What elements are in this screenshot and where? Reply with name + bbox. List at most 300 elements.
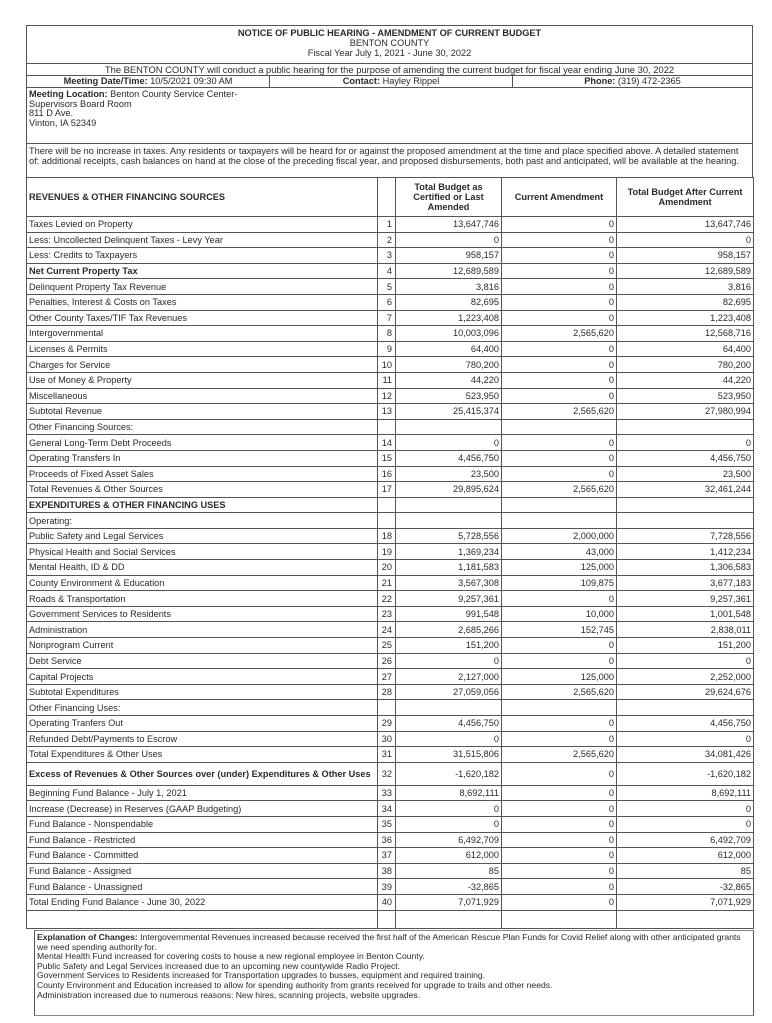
row-line-number: 37: [378, 848, 396, 864]
row-after-amount: [617, 497, 754, 513]
row-after-amount: [617, 419, 754, 435]
col-header-description: REVENUES & OTHER FINANCING SOURCES: [27, 178, 378, 217]
notice-title: NOTICE OF PUBLIC HEARING - AMENDMENT OF CURRENT BUDGET: [237, 28, 542, 38]
row-description: EXPENDITURES & OTHER FINANCING USES: [27, 497, 378, 513]
table-row: [27, 528, 754, 544]
row-amendment-amount: 2,000,000: [502, 528, 617, 544]
row-line-number: 39: [378, 879, 396, 895]
row-after-amount: 29,624,676: [617, 684, 754, 700]
row-line-number: 25: [378, 638, 396, 654]
row-description: [27, 910, 378, 928]
row-line-number: 32: [378, 762, 396, 785]
row-description: Delinquent Property Tax Revenue: [27, 279, 378, 295]
row-description: General Long-Term Debt Proceeds: [27, 435, 378, 451]
row-description: Charges for Service: [27, 357, 378, 373]
col-header-amendment: Current Amendment: [502, 178, 617, 217]
row-line-number: [378, 497, 396, 513]
table-row: [27, 357, 754, 373]
row-description: Capital Projects: [27, 669, 378, 685]
location-line-3: 811 D Ave.: [29, 108, 74, 118]
row-certified-amount: 780,200: [396, 357, 502, 373]
row-after-amount: 27,980,994: [617, 404, 754, 420]
location-line-2: Supervisors Board Room: [29, 98, 132, 109]
row-description: Net Current Property Tax: [27, 263, 378, 279]
row-after-amount: 8,692,111: [617, 785, 754, 801]
row-amendment-amount: 0: [502, 894, 617, 910]
row-amendment-amount: 0: [502, 217, 617, 233]
explanation-line-4: Government Services to Residents increased for Transportation upgrades to busses, equipment and required training.: [37, 970, 486, 981]
row-line-number: 24: [378, 622, 396, 638]
row-after-amount: [617, 700, 754, 716]
explanation-line-5: County Environment and Education increased to allow for spending authority from grants received for upgrade to trails and other needs.: [37, 979, 553, 990]
table-row: [27, 910, 754, 928]
row-description: Debt Service: [27, 653, 378, 669]
table-row: [27, 762, 754, 785]
explanation-line-2: Mental Health Fund increased for covering costs to house a new regional employee in Benton County.: [37, 951, 425, 962]
location-label: Meeting Location:: [29, 89, 108, 99]
explanation-line-1: Intergovernmental Revenues increased because received the first half of the American Rescue Plan Funds for Covid Relief along with other anticipated grants we need spending authority for.: [37, 932, 741, 952]
row-after-amount: 0: [617, 801, 754, 817]
table-row: [27, 310, 754, 326]
row-certified-amount: 523,950: [396, 388, 502, 404]
row-certified-amount: 9,257,361: [396, 591, 502, 607]
row-certified-amount: 612,000: [396, 848, 502, 864]
row-amendment-amount: 0: [502, 879, 617, 895]
table-row: [27, 232, 754, 248]
row-line-number: 16: [378, 466, 396, 482]
row-certified-amount: 29,895,624: [396, 482, 502, 498]
row-certified-amount: 7,071,929: [396, 894, 502, 910]
row-description: Other County Taxes/TIF Tax Revenues: [27, 310, 378, 326]
row-certified-amount: 85: [396, 863, 502, 879]
row-after-amount: 4,456,750: [617, 450, 754, 466]
row-certified-amount: [396, 910, 502, 928]
row-certified-amount: 4,456,750: [396, 716, 502, 732]
row-certified-amount: [396, 497, 502, 513]
row-line-number: 29: [378, 716, 396, 732]
row-line-number: 28: [378, 684, 396, 700]
row-description: Excess of Revenues & Other Sources over (under) Expenditures & Other Uses: [27, 762, 378, 785]
row-after-amount: 612,000: [617, 848, 754, 864]
row-certified-amount: 3,816: [396, 279, 502, 295]
row-description: Government Services to Residents: [27, 606, 378, 622]
row-amendment-amount: 0: [502, 372, 617, 388]
row-amendment-amount: 0: [502, 762, 617, 785]
row-certified-amount: 12,689,589: [396, 263, 502, 279]
row-line-number: 40: [378, 894, 396, 910]
row-line-number: 36: [378, 832, 396, 848]
location-line-1: Benton County Service Center-: [107, 89, 238, 99]
row-line-number: 21: [378, 575, 396, 591]
row-description: Fund Balance - Restricted: [27, 832, 378, 848]
row-amendment-amount: 0: [502, 232, 617, 248]
col-header-line: [378, 178, 396, 217]
explanation-of-changes: [34, 930, 754, 1016]
row-after-amount: 0: [617, 653, 754, 669]
row-description: Fund Balance - Committed: [27, 848, 378, 864]
row-line-number: 22: [378, 591, 396, 607]
row-certified-amount: 6,492,709: [396, 832, 502, 848]
row-line-number: [378, 513, 396, 529]
row-line-number: 3: [378, 248, 396, 264]
row-after-amount: 23,500: [617, 466, 754, 482]
row-description: Physical Health and Social Services: [27, 544, 378, 560]
row-certified-amount: 0: [396, 801, 502, 817]
title-block: [27, 26, 752, 63]
row-amendment-amount: 0: [502, 294, 617, 310]
row-description: Subtotal Expenditures: [27, 684, 378, 700]
meeting-datetime-value: 10/5/2021 09:30 AM: [147, 76, 233, 86]
contact-value: Hayley Rippel: [380, 76, 440, 86]
row-description: Penalties, Interest & Costs on Taxes: [27, 294, 378, 310]
row-line-number: 6: [378, 294, 396, 310]
row-after-amount: 32,461,244: [617, 482, 754, 498]
row-amendment-amount: 0: [502, 388, 617, 404]
row-certified-amount: [396, 419, 502, 435]
row-description: Intergovernmental: [27, 326, 378, 342]
row-amendment-amount: 43,000: [502, 544, 617, 560]
row-after-amount: 7,728,556: [617, 528, 754, 544]
row-after-amount: [617, 513, 754, 529]
row-line-number: 14: [378, 435, 396, 451]
table-row: [27, 388, 754, 404]
row-description: Other Financing Sources:: [27, 419, 378, 435]
row-line-number: 19: [378, 544, 396, 560]
phone-value: (319) 472-2365: [615, 76, 681, 86]
row-description: Proceeds of Fixed Asset Sales: [27, 466, 378, 482]
row-amendment-amount: 0: [502, 435, 617, 451]
row-after-amount: 523,950: [617, 388, 754, 404]
row-after-amount: 3,677,183: [617, 575, 754, 591]
row-amendment-amount: 2,565,620: [502, 684, 617, 700]
table-row: [27, 606, 754, 622]
table-row: [27, 731, 754, 747]
row-after-amount: 780,200: [617, 357, 754, 373]
row-amendment-amount: 0: [502, 716, 617, 732]
row-certified-amount: 0: [396, 731, 502, 747]
row-certified-amount: 64,400: [396, 341, 502, 357]
row-line-number: 20: [378, 560, 396, 576]
table-row: [27, 591, 754, 607]
row-amendment-amount: 0: [502, 248, 617, 264]
row-after-amount: 2,838,011: [617, 622, 754, 638]
row-amendment-amount: 0: [502, 279, 617, 295]
row-description: Operating:: [27, 513, 378, 529]
table-row: [27, 848, 754, 864]
row-after-amount: 4,456,750: [617, 716, 754, 732]
table-row: [27, 372, 754, 388]
row-after-amount: 0: [617, 731, 754, 747]
row-certified-amount: 0: [396, 816, 502, 832]
row-amendment-amount: 0: [502, 638, 617, 654]
row-after-amount: 0: [617, 435, 754, 451]
table-row: [27, 622, 754, 638]
row-certified-amount: 23,500: [396, 466, 502, 482]
row-line-number: 1: [378, 217, 396, 233]
notice-header: [26, 25, 753, 177]
row-line-number: 23: [378, 606, 396, 622]
row-after-amount: 1,306,583: [617, 560, 754, 576]
row-after-amount: 1,412,234: [617, 544, 754, 560]
row-certified-amount: 2,685,266: [396, 622, 502, 638]
row-certified-amount: 44,220: [396, 372, 502, 388]
row-line-number: 11: [378, 372, 396, 388]
row-amendment-amount: 152,745: [502, 622, 617, 638]
row-certified-amount: 0: [396, 653, 502, 669]
row-description: Subtotal Revenue: [27, 404, 378, 420]
table-row: [27, 294, 754, 310]
row-certified-amount: 1,369,234: [396, 544, 502, 560]
table-row: [27, 435, 754, 451]
row-description: Operating Transfers In: [27, 450, 378, 466]
col-header-after: Total Budget After Current Amendment: [617, 178, 754, 217]
table-row: [27, 816, 754, 832]
row-certified-amount: 0: [396, 435, 502, 451]
row-line-number: 38: [378, 863, 396, 879]
table-row: [27, 801, 754, 817]
row-description: Less: Uncollected Delinquent Taxes - Levy Year: [27, 232, 378, 248]
budget-notice: [26, 25, 753, 929]
row-amendment-amount: [502, 910, 617, 928]
row-after-amount: 44,220: [617, 372, 754, 388]
explanation-line-6: Administration increased due to numerous reasons: New hires, scanning projects, website upgrades.: [37, 989, 421, 1000]
row-after-amount: 2,252,000: [617, 669, 754, 685]
row-amendment-amount: 0: [502, 863, 617, 879]
budget-table: [26, 177, 754, 929]
row-amendment-amount: [502, 419, 617, 435]
row-description: Administration: [27, 622, 378, 638]
table-row: [27, 638, 754, 654]
row-amendment-amount: 109,875: [502, 575, 617, 591]
row-certified-amount: 958,157: [396, 248, 502, 264]
row-after-amount: 1,223,408: [617, 310, 754, 326]
fiscal-year: Fiscal Year July 1, 2021 - June 30, 2022: [307, 48, 472, 58]
table-row: [27, 653, 754, 669]
table-row: [27, 217, 754, 233]
row-after-amount: 85: [617, 863, 754, 879]
row-amendment-amount: 10,000: [502, 606, 617, 622]
row-line-number: 4: [378, 263, 396, 279]
row-after-amount: 9,257,361: [617, 591, 754, 607]
hearing-statement: The BENTON COUNTY will conduct a public hearing for the purpose of amending the current budget for fiscal year ending June 30, 2022: [27, 63, 752, 75]
row-amendment-amount: [502, 700, 617, 716]
row-description: Use of Money & Property: [27, 372, 378, 388]
phone: [513, 76, 752, 87]
row-line-number: 18: [378, 528, 396, 544]
row-after-amount: 151,200: [617, 638, 754, 654]
row-description: Operating Tranfers Out: [27, 716, 378, 732]
row-after-amount: 82,695: [617, 294, 754, 310]
table-row: [27, 404, 754, 420]
row-certified-amount: 1,181,583: [396, 560, 502, 576]
row-after-amount: 0: [617, 816, 754, 832]
row-description: Public Safety and Legal Services: [27, 528, 378, 544]
location-line-4: Vinton, IA 52349: [29, 117, 97, 128]
row-line-number: 30: [378, 731, 396, 747]
row-description: Mental Health, ID & DD: [27, 560, 378, 576]
row-amendment-amount: [502, 513, 617, 529]
row-certified-amount: 3,567,308: [396, 575, 502, 591]
meeting-datetime-label: Meeting Date/Time:: [63, 76, 148, 86]
row-description: Fund Balance - Assigned: [27, 863, 378, 879]
row-amendment-amount: [502, 497, 617, 513]
row-description: Taxes Levied on Property: [27, 217, 378, 233]
table-row: [27, 513, 754, 529]
table-row: [27, 894, 754, 910]
row-line-number: 27: [378, 669, 396, 685]
row-certified-amount: 0: [396, 232, 502, 248]
row-certified-amount: [396, 700, 502, 716]
row-certified-amount: 2,127,000: [396, 669, 502, 685]
row-certified-amount: 5,728,556: [396, 528, 502, 544]
county-name: BENTON COUNTY: [349, 38, 430, 48]
table-row: [27, 832, 754, 848]
row-amendment-amount: 125,000: [502, 669, 617, 685]
contact-label: Contact:: [342, 76, 381, 86]
row-amendment-amount: 0: [502, 310, 617, 326]
row-amendment-amount: 0: [502, 591, 617, 607]
row-amendment-amount: 2,565,620: [502, 326, 617, 342]
table-row: [27, 419, 754, 435]
row-after-amount: -1,620,182: [617, 762, 754, 785]
row-certified-amount: 991,548: [396, 606, 502, 622]
row-amendment-amount: 0: [502, 848, 617, 864]
row-line-number: 26: [378, 653, 396, 669]
phone-label: Phone:: [584, 76, 616, 86]
row-amendment-amount: 0: [502, 785, 617, 801]
row-certified-amount: [396, 513, 502, 529]
row-amendment-amount: 0: [502, 801, 617, 817]
row-description: County Environment & Education: [27, 575, 378, 591]
table-row: [27, 497, 754, 513]
table-row: [27, 560, 754, 576]
table-row: [27, 747, 754, 763]
row-certified-amount: 8,692,111: [396, 785, 502, 801]
table-row: [27, 450, 754, 466]
meeting-location: [27, 87, 752, 143]
row-after-amount: 34,081,426: [617, 747, 754, 763]
row-amendment-amount: 0: [502, 341, 617, 357]
row-description: Nonprogram Current: [27, 638, 378, 654]
explanation-label: Explanation of Changes:: [37, 932, 138, 942]
row-certified-amount: 25,415,374: [396, 404, 502, 420]
table-row: [27, 263, 754, 279]
row-after-amount: 12,689,589: [617, 263, 754, 279]
contact: [270, 76, 513, 87]
table-row: [27, 575, 754, 591]
row-description: Miscellaneous: [27, 388, 378, 404]
table-row: [27, 684, 754, 700]
row-line-number: 17: [378, 482, 396, 498]
row-after-amount: 0: [617, 232, 754, 248]
row-certified-amount: 82,695: [396, 294, 502, 310]
row-description: Refunded Debt/Payments to Escrow: [27, 731, 378, 747]
row-description: Total Revenues & Other Sources: [27, 482, 378, 498]
row-amendment-amount: 2,565,620: [502, 482, 617, 498]
row-description: Other Financing Uses:: [27, 700, 378, 716]
row-line-number: 12: [378, 388, 396, 404]
row-after-amount: 64,400: [617, 341, 754, 357]
meeting-meta-row: [27, 75, 752, 87]
row-after-amount: 13,647,746: [617, 217, 754, 233]
row-certified-amount: 31,515,806: [396, 747, 502, 763]
row-after-amount: [617, 910, 754, 928]
row-certified-amount: -1,620,182: [396, 762, 502, 785]
row-after-amount: -32,865: [617, 879, 754, 895]
row-line-number: 13: [378, 404, 396, 420]
row-amendment-amount: 125,000: [502, 560, 617, 576]
explanation-line-3: Public Safety and Legal Services increased due to an upcoming new countywide Radio Project.: [37, 960, 401, 971]
row-certified-amount: 10,003,096: [396, 326, 502, 342]
meeting-datetime: [27, 76, 270, 87]
row-description: Fund Balance - Unassigned: [27, 879, 378, 895]
row-description: Roads & Transportation: [27, 591, 378, 607]
row-description: Beginning Fund Balance - July 1, 2021: [27, 785, 378, 801]
row-description: Less: Credits to Taxpayers: [27, 248, 378, 264]
row-certified-amount: 151,200: [396, 638, 502, 654]
row-description: Total Expenditures & Other Uses: [27, 747, 378, 763]
row-line-number: 35: [378, 816, 396, 832]
row-line-number: 10: [378, 357, 396, 373]
table-row: [27, 248, 754, 264]
row-line-number: 31: [378, 747, 396, 763]
table-row: [27, 700, 754, 716]
row-amendment-amount: 2,565,620: [502, 747, 617, 763]
row-certified-amount: 4,456,750: [396, 450, 502, 466]
table-row: [27, 879, 754, 895]
table-row: [27, 716, 754, 732]
row-description: Fund Balance - Nonspendable: [27, 816, 378, 832]
row-amendment-amount: 0: [502, 357, 617, 373]
row-certified-amount: -32,865: [396, 879, 502, 895]
row-amendment-amount: 0: [502, 450, 617, 466]
col-header-certified: Total Budget as Certified or Last Amended: [396, 178, 502, 217]
row-amendment-amount: 0: [502, 816, 617, 832]
row-amendment-amount: 0: [502, 731, 617, 747]
table-row: [27, 341, 754, 357]
row-certified-amount: 27,059,056: [396, 684, 502, 700]
row-amendment-amount: 0: [502, 466, 617, 482]
row-line-number: [378, 419, 396, 435]
table-row: [27, 466, 754, 482]
row-after-amount: 7,071,929: [617, 894, 754, 910]
table-row: [27, 544, 754, 560]
row-line-number: 8: [378, 326, 396, 342]
row-after-amount: 3,816: [617, 279, 754, 295]
table-header-row: [27, 178, 754, 217]
row-after-amount: 1,001,548: [617, 606, 754, 622]
row-line-number: 2: [378, 232, 396, 248]
table-row: [27, 482, 754, 498]
row-line-number: 34: [378, 801, 396, 817]
row-line-number: 7: [378, 310, 396, 326]
table-row: [27, 279, 754, 295]
table-row: [27, 326, 754, 342]
table-row: [27, 785, 754, 801]
row-amendment-amount: 0: [502, 653, 617, 669]
row-certified-amount: 1,223,408: [396, 310, 502, 326]
row-amendment-amount: 0: [502, 832, 617, 848]
notice-text: There will be no increase in taxes. Any residents or taxpayers will be heard for or against the proposed amendment at the time and place specified above. A detailed statement of: additional receipts, cash balances on hand at the close of the preceding fiscal year, and proposed disbursements, both past and anticipated, will be available at the hearing.: [27, 143, 752, 177]
row-line-number: 15: [378, 450, 396, 466]
row-line-number: [378, 910, 396, 928]
row-amendment-amount: 0: [502, 263, 617, 279]
row-line-number: [378, 700, 396, 716]
row-after-amount: 958,157: [617, 248, 754, 264]
row-description: Licenses & Permits: [27, 341, 378, 357]
row-line-number: 33: [378, 785, 396, 801]
row-amendment-amount: 2,565,620: [502, 404, 617, 420]
